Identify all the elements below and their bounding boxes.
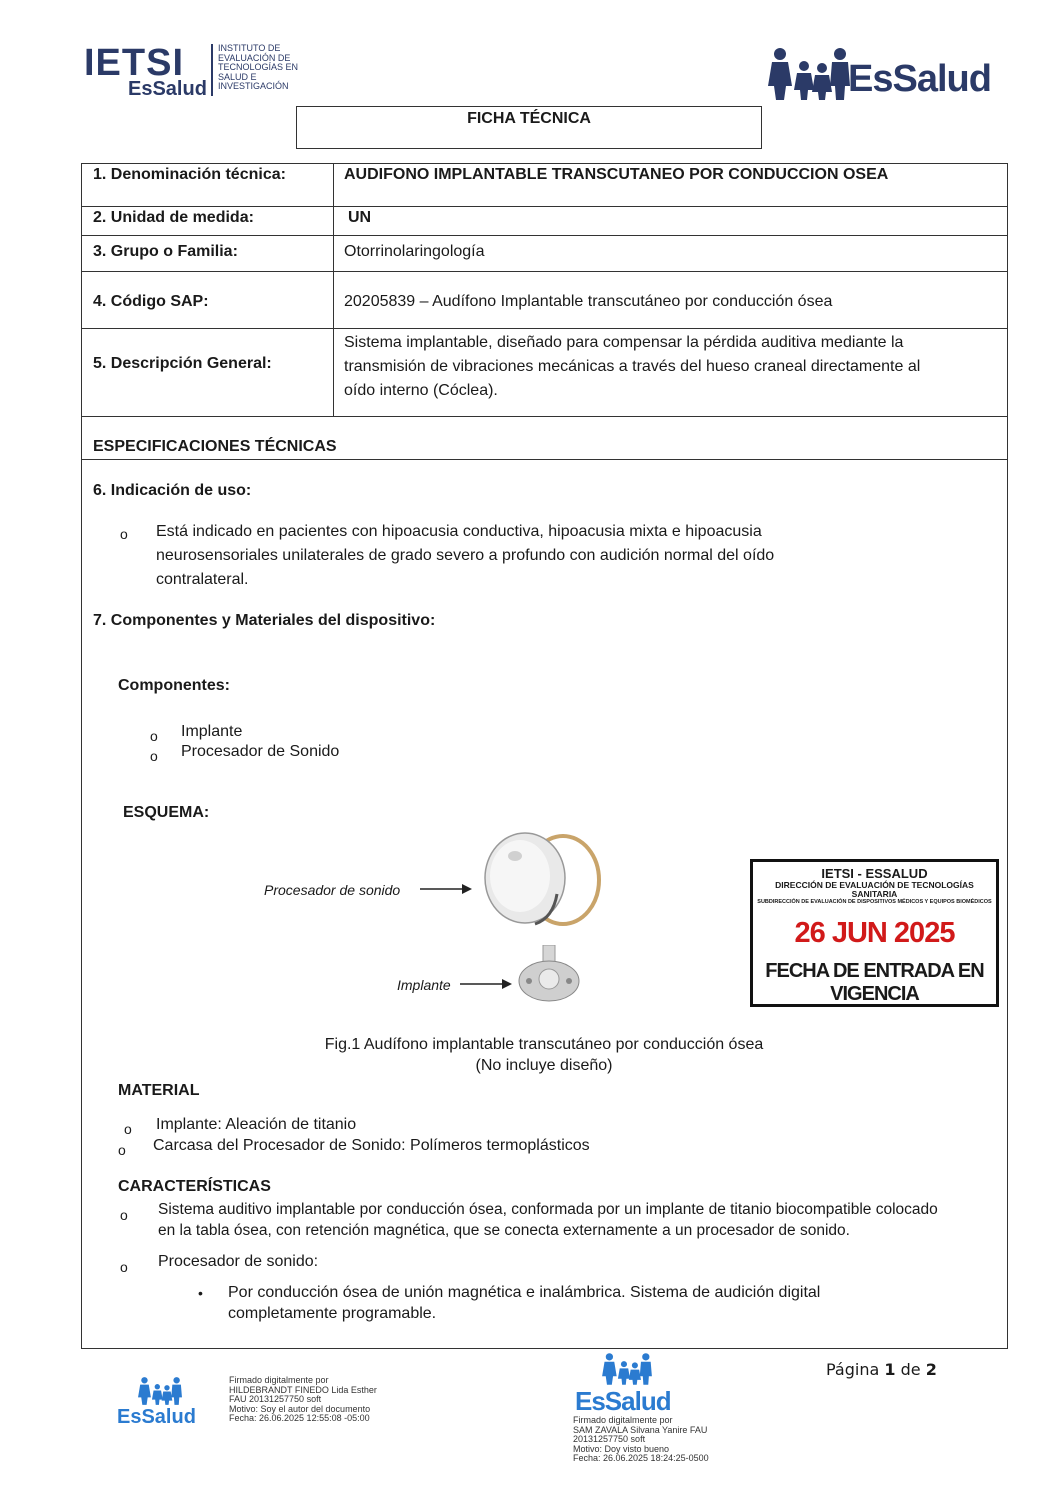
signature-line: FAU 20131257750 soft (229, 1394, 322, 1404)
column-divider (333, 207, 334, 236)
table-row (82, 236, 1007, 272)
ietsi-logo (84, 42, 304, 102)
bullet-icon: o (120, 1259, 128, 1275)
signature-line: SAM ZAVALA Silvana Yanire FAU (573, 1424, 708, 1435)
column-divider (333, 164, 334, 207)
description-line: oído interno (Cóclea). (344, 382, 498, 399)
table-row (82, 207, 1007, 236)
bullet-icon: o (124, 1121, 132, 1137)
title-box (296, 106, 762, 149)
indication-line: neurosensoriales unilaterales de grado severo a profundo con audición normal del oído (156, 547, 775, 564)
signature-line: Firmado digitalmente por (229, 1375, 329, 1385)
footer-essalud-logo-left (117, 1376, 199, 1430)
indication-line: Está indicado en pacientes con hipoacusia conductiva, hipoacusia mixta e hipoacusia (156, 523, 762, 540)
signature-line: 20131257750 soft (573, 1434, 646, 1444)
column-divider (333, 236, 334, 272)
row-value: UN (348, 209, 372, 226)
bullet-icon: o (120, 526, 128, 542)
row-label: 2. Unidad de medida: (93, 209, 254, 226)
stamp-subdirection: SUBDIRECCIÓN DE EVALUACIÓN DE DISPOSITIVOS MÉDICOS Y EQUIPOS BIOMÉDICOS (757, 899, 992, 905)
indication-text (156, 520, 774, 592)
component-item: Procesador de Sonido (181, 743, 340, 760)
components-title: 7. Componentes y Materiales del dispositivo: (93, 612, 436, 629)
stamp-direction: DIRECCIÓN DE EVALUACIÓN DE TECNOLOGÍAS SANITARIA (775, 880, 974, 899)
institute-line: SALUD E (218, 71, 257, 82)
logo-divider (211, 44, 213, 96)
institute-line: EVALUACIÓN DE (218, 52, 291, 63)
characteristic-line: Por conducción ósea de unión magnética e inalámbrica. Sistema de audición digital (228, 1284, 821, 1301)
characteristic-line: completamente programable. (228, 1305, 437, 1322)
description-line: Sistema implantable, diseñado para compensar la pérdida auditiva mediante la (344, 334, 904, 351)
components-subtitle: Componentes: (118, 677, 230, 694)
family-icon (135, 1376, 185, 1406)
material-item: Carcasa del Procesador de Sonido: Polímeros termoplásticos (153, 1137, 590, 1154)
digital-signature-2 (573, 1416, 709, 1464)
column-divider (333, 272, 334, 329)
family-icon (768, 46, 850, 102)
page-number (826, 1360, 937, 1379)
essalud-wordmark: EsSalud (575, 1386, 671, 1416)
row-label: 1. Denominación técnica: (93, 166, 286, 183)
characteristic-text (158, 1199, 938, 1241)
signature-line: HILDEBRANDT FINEDO Lida Esther (229, 1384, 377, 1395)
table-row (82, 272, 1007, 329)
row-value: Otorrinolaringología (344, 243, 485, 260)
footer-essalud-logo-center (575, 1352, 680, 1416)
signature-line: Motivo: Soy el autor del documento (229, 1403, 371, 1414)
stamp-org: IETSI - ESSALUD (821, 866, 928, 881)
figure-caption (300, 1034, 788, 1076)
figure-label-implant: Implante (397, 977, 451, 993)
table-row (82, 329, 1007, 417)
characteristic-item: Procesador de sonido: (158, 1253, 319, 1270)
implant-illustration (515, 945, 585, 1005)
signature-line: Fecha: 26.06.2025 12:55:08 -05:00 (229, 1413, 370, 1423)
stamp-date: 26 JUN 2025 (794, 917, 955, 949)
characteristics-title: CARACTERÍSTICAS (118, 1178, 271, 1195)
institute-line: INSTITUTO DE (218, 43, 281, 53)
arrow-icon (420, 882, 472, 896)
description-line: transmisión de vibraciones mecánicas a través del hueso craneal directamente al (344, 358, 921, 375)
ietsi-wordmark: IETSI (84, 42, 185, 84)
caption-line: (No incluye diseño) (475, 1057, 613, 1074)
bullet-icon: o (120, 1207, 128, 1223)
indication-line: contralateral. (156, 571, 249, 588)
digital-signature-1 (229, 1376, 377, 1424)
material-item: Implante: Aleación de titanio (156, 1116, 357, 1133)
signature-line: Firmado digitalmente por (573, 1415, 673, 1425)
figure-label-processor: Procesador de sonido (264, 882, 401, 898)
characteristic-line: Sistema auditivo implantable por conducción ósea, conformada por un implante de titanio biocompatible colocado (158, 1201, 938, 1218)
institute-line: INVESTIGACIÓN (218, 81, 289, 92)
column-divider (333, 329, 334, 417)
ietsi-essalud-wordmark: EsSalud (128, 78, 207, 100)
ietsi-institute-text (218, 44, 308, 92)
row-label: 4. Código SAP: (93, 293, 209, 310)
specs-heading: ESPECIFICACIONES TÉCNICAS (93, 438, 337, 455)
page-prefix: Página (826, 1360, 885, 1379)
signature-line: Fecha: 26.06.2025 18:24:25-0500 (573, 1453, 709, 1463)
arrow-icon (460, 977, 512, 991)
essalud-wordmark: EsSalud (848, 58, 991, 100)
row-value (344, 331, 920, 403)
page-total: 2 (925, 1360, 937, 1379)
essalud-wordmark: EsSalud (117, 1406, 196, 1428)
row-value: 20205839 – Audífono Implantable transcutáneo por conducción ósea (344, 293, 833, 310)
stamp-caption: FECHA DE ENTRADA EN VIGENCIA (765, 960, 984, 1005)
page-current: 1 (884, 1360, 896, 1379)
indication-title: 6. Indicación de uso: (93, 482, 252, 499)
material-title: MATERIAL (118, 1082, 200, 1099)
page-title: FICHA TÉCNICA (467, 110, 591, 127)
essalud-logo (768, 44, 998, 104)
bullet-icon: o (118, 1142, 126, 1158)
row-label: 3. Grupo o Familia: (93, 243, 238, 260)
characteristic-line: en la tabla ósea, con retención magnética, que se conecta externamente a un procesador de sonido. (158, 1222, 850, 1239)
caption-line: Fig.1 Audífono implantable transcutáneo por conducción ósea (324, 1036, 764, 1053)
characteristic-subtext (228, 1282, 820, 1324)
component-item: Implante (181, 723, 243, 740)
bullet-icon: o (150, 728, 158, 744)
institute-line: TECNOLOGÍAS EN (218, 62, 299, 73)
sound-processor-illustration (475, 832, 605, 932)
row-value: AUDIFONO IMPLANTABLE TRANSCUTANEO POR CONDUCCION OSEA (344, 166, 889, 183)
bullet-icon: • (198, 1285, 203, 1301)
validity-stamp (750, 859, 999, 1007)
table-row (82, 164, 1007, 207)
bullet-icon: o (150, 748, 158, 764)
page-mid: de (895, 1360, 926, 1379)
row-label: 5. Descripción General: (93, 355, 272, 372)
family-icon (599, 1352, 655, 1386)
scheme-title: ESQUEMA: (123, 804, 210, 821)
section-heading-row (82, 417, 1007, 460)
signature-line: Motivo: Doy visto bueno (573, 1443, 670, 1454)
